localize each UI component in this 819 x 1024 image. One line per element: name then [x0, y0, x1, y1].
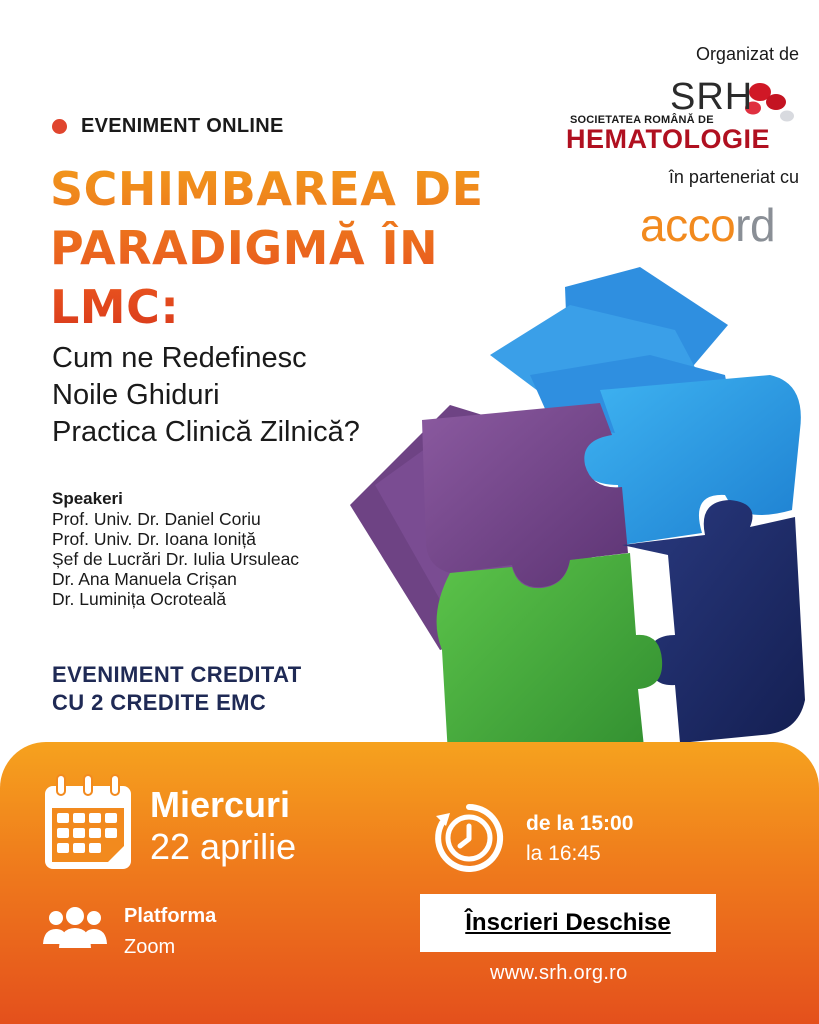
organizer-label: Organizat de — [695, 44, 799, 64]
calendar-icon — [42, 772, 134, 872]
credits-line: CU 2 CREDITE EMC — [52, 690, 267, 715]
speaker-item: Șef de Lucrări Dr. Iulia Ursuleac — [52, 549, 300, 569]
event-date: 22 aprilie — [150, 826, 297, 867]
clock-icon — [433, 802, 505, 874]
subtitle-line: Noile Ghiduri — [52, 379, 220, 411]
partner-label: în parteneriat cu — [668, 167, 799, 187]
website-link[interactable]: www.srh.org.ro — [490, 962, 628, 984]
platform-label: Platforma — [124, 905, 217, 927]
speaker-item: Dr. Ana Manuela Crișan — [52, 569, 237, 589]
event-day: Miercuri — [150, 784, 291, 825]
platform-value: Zoom — [124, 936, 176, 958]
partner-logo — [640, 198, 775, 252]
srh-logo-society: SOCIETATEA ROMÂNĂ DE — [570, 114, 714, 126]
title-line: PARADIGMĂ ÎN — [50, 221, 439, 275]
speaker-item: Prof. Univ. Dr. Ioana Ioniță — [52, 529, 256, 549]
srh-logo-letters: SRH — [670, 76, 754, 118]
credits-line: EVENIMENT CREDITAT — [52, 662, 302, 687]
event-type-label: EVENIMENT ONLINE — [81, 115, 284, 137]
event-time-end: la 16:45 — [526, 842, 601, 865]
credits-note — [52, 661, 302, 717]
event-time-start: de la 15:00 — [526, 812, 634, 835]
partner-logo-part: rd — [735, 199, 776, 251]
speaker-item: Dr. Luminița Ocroteală — [52, 589, 227, 609]
subtitle-line: Practica Clinică Zilnică? — [52, 416, 360, 448]
title-line: LMC: — [50, 280, 180, 334]
srh-logo-name: HEMATOLOGIE — [566, 124, 771, 154]
people-icon — [42, 906, 108, 950]
puzzle-illustration — [330, 255, 819, 800]
title-line: SCHIMBAREA DE — [50, 162, 484, 216]
red-dot-icon — [52, 119, 67, 134]
register-button[interactable]: Înscrieri Deschise — [420, 894, 716, 952]
speaker-item: Prof. Univ. Dr. Daniel Coriu — [52, 509, 261, 529]
speakers-heading: Speakeri — [52, 489, 123, 508]
speakers-section — [52, 489, 299, 609]
partner-logo-part: acco — [640, 199, 736, 251]
event-type-badge — [52, 115, 284, 138]
subtitle-line: Cum ne Redefinesc — [52, 342, 307, 374]
